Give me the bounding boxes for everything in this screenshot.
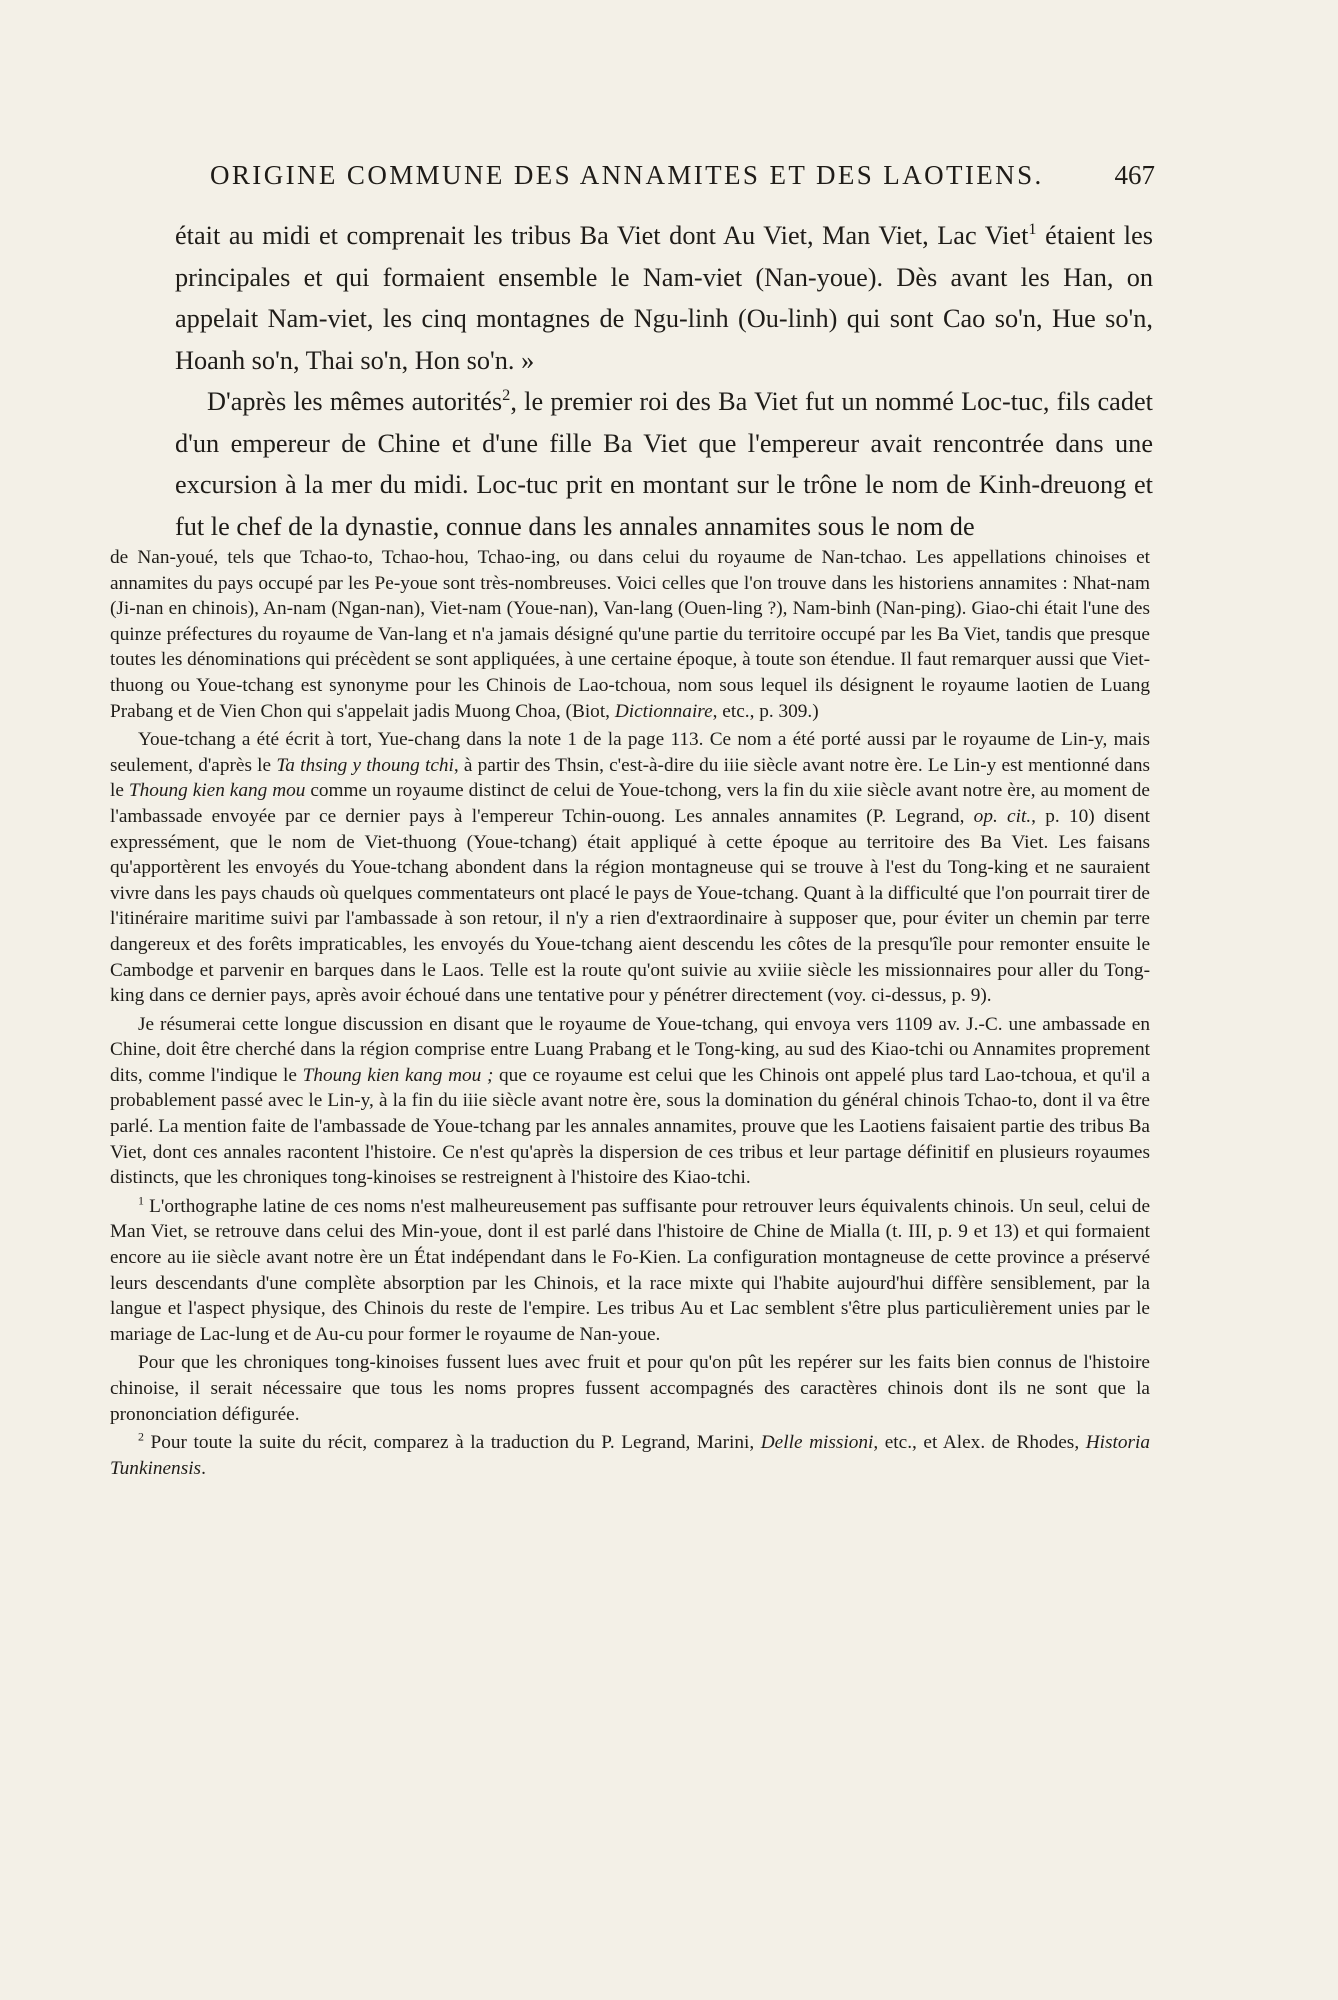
main-text bbox=[175, 215, 1153, 547]
page-number: 467 bbox=[1114, 160, 1155, 190]
page-header bbox=[210, 160, 1155, 200]
footnote-1-continued: Pour que les chroniques tong-kinoises fussent lues avec fruit et pour qu'on pût les repérer sur les faits bien connus de l'histoire chinoise, il serait nécessaire que tous les noms propres fussent accompagnés des caractères chinois dont ils ne sont que la prononciation défigurée. bbox=[110, 1352, 1150, 1425]
footnote-1-marker: 1 bbox=[138, 1193, 144, 1208]
note-summary: Je résumerai cette longue discussion en disant que le royaume de Youe-tchang, qui envoya vers 1109 av. J.-C. une ambassade en Chine, doit être cherché dans la région comprise entre Luang Prabang et le Tong-king, au sud des Kiao-tchi ou Annamites proprement dits, comme l'indique le Thoung kien kang mou ; que ce royaume est celui que les Chinois ont appelé plus tard Lao-tchoua, et qu'il a probablement passé avec le Lin-y, à la fin du iiie siècle avant notre ère, sous la domination du général chinois Tchao-to, dont il va être parlé. La mention faite de l'ambassade de Youe-tchang par les annales annamites, prouve que les Laotiens faisaient partie des tribus Ba Viet, dont ces annales racontent l'histoire. Ce n'est qu'après la dispersion de ces tribus et leur partage définitif en plusieurs royaumes distincts, que les chroniques tong-kinoises se restreignent à l'histoire des Kiao-tchi. bbox=[110, 1013, 1150, 1189]
note-continued: de Nan-youé, tels que Tchao-to, Tchao-hou, Tchao-ing, ou dans celui du royaume de Nan-tchao. Les appellations chinoises et annamites du pays occupé par les Pe-youe sont très-nombreuses. Voici celles que l'on trouve dans les historiens annamites : Nhat-nam (Ji-nan en chinois), An-nam (Ngan-nan), Viet-nam (Youe-nan), Van-lang (Ouen-ling ?), Nam-binh (Nan-ping). Giao-chi était l'une des quinze préfectures du royaume de Van-lang et n'a jamais désigné qu'une partie du territoire occupé par les Ba Viet, tandis que presque toutes les dénominations qui précèdent se sont appliquées, à une certaine époque, à toute son étendue. Il faut remarquer aussi que Viet-thuong ou Youe-tchang est synonyme pour les Chinois de Lao-tchoua, nom sous lequel ils désignent le royaume laotien de Luang Prabang et de Vien Chon qui s'appelait jadis Muong Choa, (Biot, Dictionnaire, etc., p. 309.) bbox=[110, 547, 1150, 722]
footnote-2: $^2$ Pour toute la suite du récit, comparez à la traduction du P. Legrand, Marini, Delle missioni, etc., et Alex. de Rhodes, Historia Tunkinensis. bbox=[110, 1429, 1150, 1479]
running-title: ORIGINE COMMUNE DES ANNAMITES ET DES LAOTIENS. bbox=[210, 160, 1044, 190]
footnote-ref-2: 2 bbox=[502, 385, 511, 405]
main-paragraph-1: était au midi et comprenait les tribus Ba Viet dont Au Viet, Man Viet, Lac Viet$^1$ étaient les principales et qui formaient ensemble le Nam-viet (Nan-youe). Dès avant les Han, on appelait Nam-viet, les cinq montagnes de Ngu-linh (Ou-linh) qui sont Cao so'n, Hue so'n, Hoanh so'n, Thai so'n, Hon so'n. » bbox=[175, 219, 1153, 375]
footnote-ref-1: 1 bbox=[1028, 219, 1037, 239]
note-youe-tchang: Youe-tchang a été écrit à tort, Yue-chang dans la note 1 de la page 113. Ce nom a été porté aussi par le royaume de Lin-y, mais seulement, d'après le Ta thsing y thoung tchi, à partir des Thsin, c'est-à-dire du iiie siècle avant notre ère. Le Lin-y est mentionné dans le Thoung kien kang mou comme un royaume distinct de celui de Youe-tchong, vers la fin du xiie siècle avant notre ère, au moment de l'ambassade envoyée par ce dernier pays à l'empereur Tchin-ouong. Les annales annamites (P. Legrand, op. cit., p. 10) disent expressément, que le nom de Viet-thuong (Youe-tchang) était appliqué à cette époque au territoire des Ba Viet. Les faisans qu'apportèrent les envoyés du Youe-tchang abondent dans la région montagneuse qui se trouve à l'est du Tong-king et ne sauraient vivre dans les pays chauds où quelques commentateurs ont placé le pays de Youe-tchang. Quant à la difficulté que l'on pourrait tirer de l'itinéraire maritime suivi par l'ambassade à son retour, il n'y a rien d'extraordinaire à supposer que, pour éviter un chemin par terre dangereux et des forêts impraticables, les envoyés du Youe-tchang aient descendu les côtes de la presqu'île pour remonter ensuite le Cambodge et parvenir en barques dans le Laos. Telle est la route qu'ont suivie au xviiie siècle les missionnaires pour aller du Tong-king dans ce dernier pays, après avoir échoué dans une tentative pour y pénétrer directement (voy. ci-dessus, p. 9). bbox=[110, 729, 1151, 1007]
footnote-1: $^1$ L'orthographe latine de ces noms n'est malheureusement pas suffisante pour retrouver leurs équivalents chinois. Un seul, celui de Man Viet, se retrouve dans celui des Min-youe, dont il est parlé dans l'histoire de Chine de Mialla (t. III, p. 9 et 13) et qui formaient encore au iie siècle avant notre ère un État indépendant dans le Fo-Kien. La configuration montagneuse de cette province a préservé leurs descendants d'une complète absorption par les Chinois, et la race mixte qui l'habite aujourd'hui diffère sensiblement, par la langue et l'aspect physique, des Chinois du reste de l'empire. Les tribus Au et Lac semblent s'être plus particulièrement unies par le mariage de Lac-lung et de Au-cu pour former le royaume de Nan-youe. bbox=[110, 1193, 1151, 1345]
footnote-2-marker: 2 bbox=[138, 1429, 144, 1444]
main-paragraph-2: D'après les mêmes autorités$^2$, le premier roi des Ba Viet fut un nommé Loc-tuc, fils cadet d'un empereur de Chine et d'une fille Ba Viet que l'empereur avait rencontrée dans une excursion à la mer du midi. Loc-tuc prit en montant sur le trône le nom de Kinh-dreuong et fut le chef de la dynastie, connue dans les annales annamites sous le nom de bbox=[175, 385, 1153, 541]
footnotes bbox=[110, 545, 1150, 1481]
